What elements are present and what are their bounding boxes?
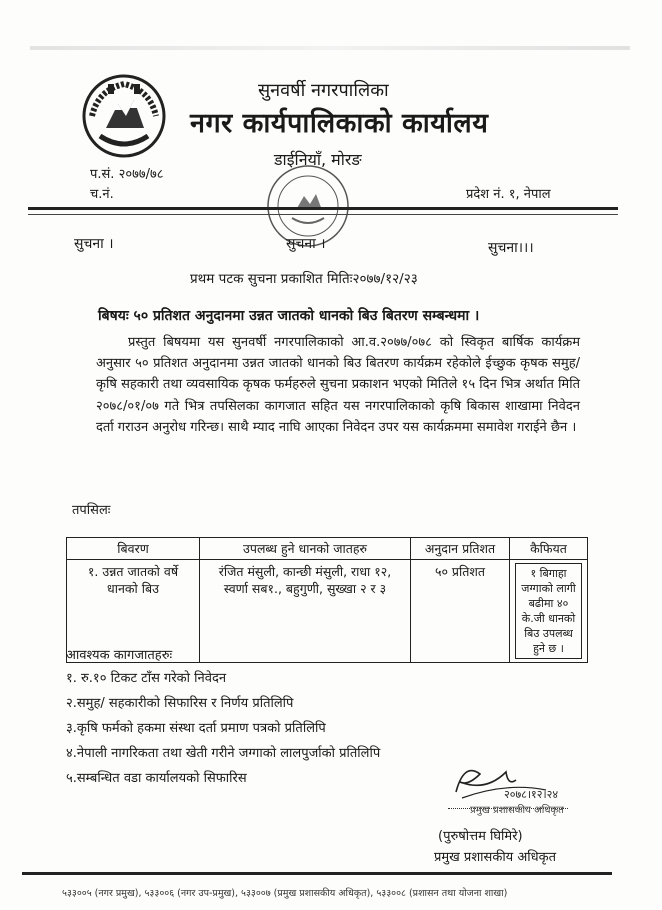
municipality-name: सुनवर्षी नगरपालिका: [258, 80, 389, 101]
requirement-item: १. रु.१० टिकट टाँस गरेको निवेदन: [66, 671, 227, 686]
row-remark: १ बिगाहा जग्गाको लागी बढीमा ४० के.जी धानको बिउ उपलब्ध हुने छ ।: [515, 563, 582, 659]
notice-label-right: सुचना।।।: [488, 240, 534, 256]
requirements-title: आवश्यक कागजातहरुः: [66, 648, 173, 663]
signatory-name: (पुरुषोत्तम घिमिरे): [438, 829, 523, 844]
header-remark: कैफियत: [510, 538, 588, 560]
row-subsidy: ५० प्रतिशत: [411, 560, 510, 663]
dispatch-number: च.नं.: [90, 187, 114, 202]
header-subsidy: अनुदान प्रतिशत: [411, 538, 510, 560]
notice-body: प्रस्तुत बिषयमा यस सुनवर्षी नगरपालिकाको आ.व.२०७७/०७८ को स्विकृत बार्षिक कार्यक्रम अनुसार ५० प्रतिशत अनुदानमा उन्नत जातको धानको बिउ बितरण कार्यक्रम रहेकोले ईच्छुक कृषक समुह/कृषि सहकारी तथा व्यवसायिक कृषक फर्महरुले सुचना प्रकाशन भएको मितिले १५ दिन भित्र अर्थात मिति २०७८/०१/०७ गते भित्र तपसिलका कागजात सहित यस नगरपालिकाको कृषि बिकास शाखामा निवेदन दर्ता गराउन अनुरोध गरिन्छ। साथै म्याद नाघि आएका निवेदन उपर यस कार्यक्रममा समावेश गराईने छैन ।: [96, 335, 580, 435]
row-varieties: रंजित मंसुली, कान्छी मंसुली, राधा १२, स्वर्णा सब१., बहुगुणी, सुख्खा २ र ३: [200, 560, 411, 663]
nepal-emblem-icon: [78, 70, 170, 162]
requirement-item: २.समुह/ सहकारीको सिफारिस र निर्णय प्रतिलिपि: [66, 696, 294, 711]
header-rule-thin: [28, 214, 618, 215]
footer-rule: [22, 872, 612, 875]
reference-number: प.सं. २०७७/७८: [90, 167, 164, 182]
requirement-item: ५.सम्बन्धित वडा कार्यालयको सिफारिस: [66, 771, 247, 786]
requirement-item: ४.नेपाली नागरिकता तथा खेती गरीने जग्गाको लालपुर्जाको प्रतिलिपि: [66, 746, 381, 761]
header-rule: [28, 207, 618, 210]
row-description: १. उन्नत जातको वर्षे धानको बिउ: [67, 560, 200, 663]
scan-smudge: [30, 46, 630, 50]
signature-stamp: प्रमुख प्रशासकीय अधिकृत: [470, 805, 564, 816]
notice-label-center: सुचना ।: [286, 236, 326, 252]
signatory-title: प्रमुख प्रशासकीय अधिकृत: [434, 850, 557, 865]
row-remark-cell: [510, 560, 588, 663]
notice-subject: बिषयः ५० प्रतिशत अनुदानमा उन्नत जातको धानको बिउ बितरण सम्बन्धमा ।: [98, 308, 480, 324]
province-label: प्रदेश नं. १, नेपाल: [466, 187, 551, 202]
table-header-row: [67, 538, 588, 560]
published-date: प्रथम पटक सुचना प्रकाशित मितिः२०७७/१२/२३: [190, 271, 418, 287]
office-name: नगर कार्यपालिकाको कार्यालय: [190, 108, 489, 139]
requirement-item: ३.कृषि फर्मको हकमा संस्था दर्ता प्रमाण पत्रको प्रतिलिपि: [66, 721, 326, 736]
footer-contacts: ५३३००५ (नगर प्रमुख), ५३३००६ (नगर उप-प्रमुख), ५३३००७ (प्रमुख प्रशासकीय अधिकृत), ५३३००८ (प्रशासन तथा योजना शाखा): [62, 888, 508, 899]
notice-label-left: सुचना ।: [74, 236, 114, 252]
office-place: डाईनियाँ, मोरङ: [274, 150, 362, 169]
tapasil-label: तपसिलः: [72, 503, 111, 518]
header-varieties: उपलब्ध हुने धानको जातहरु: [200, 538, 411, 560]
header-description: बिवरण: [67, 538, 200, 560]
signature-date: २०७८।१२।२४: [504, 788, 559, 801]
